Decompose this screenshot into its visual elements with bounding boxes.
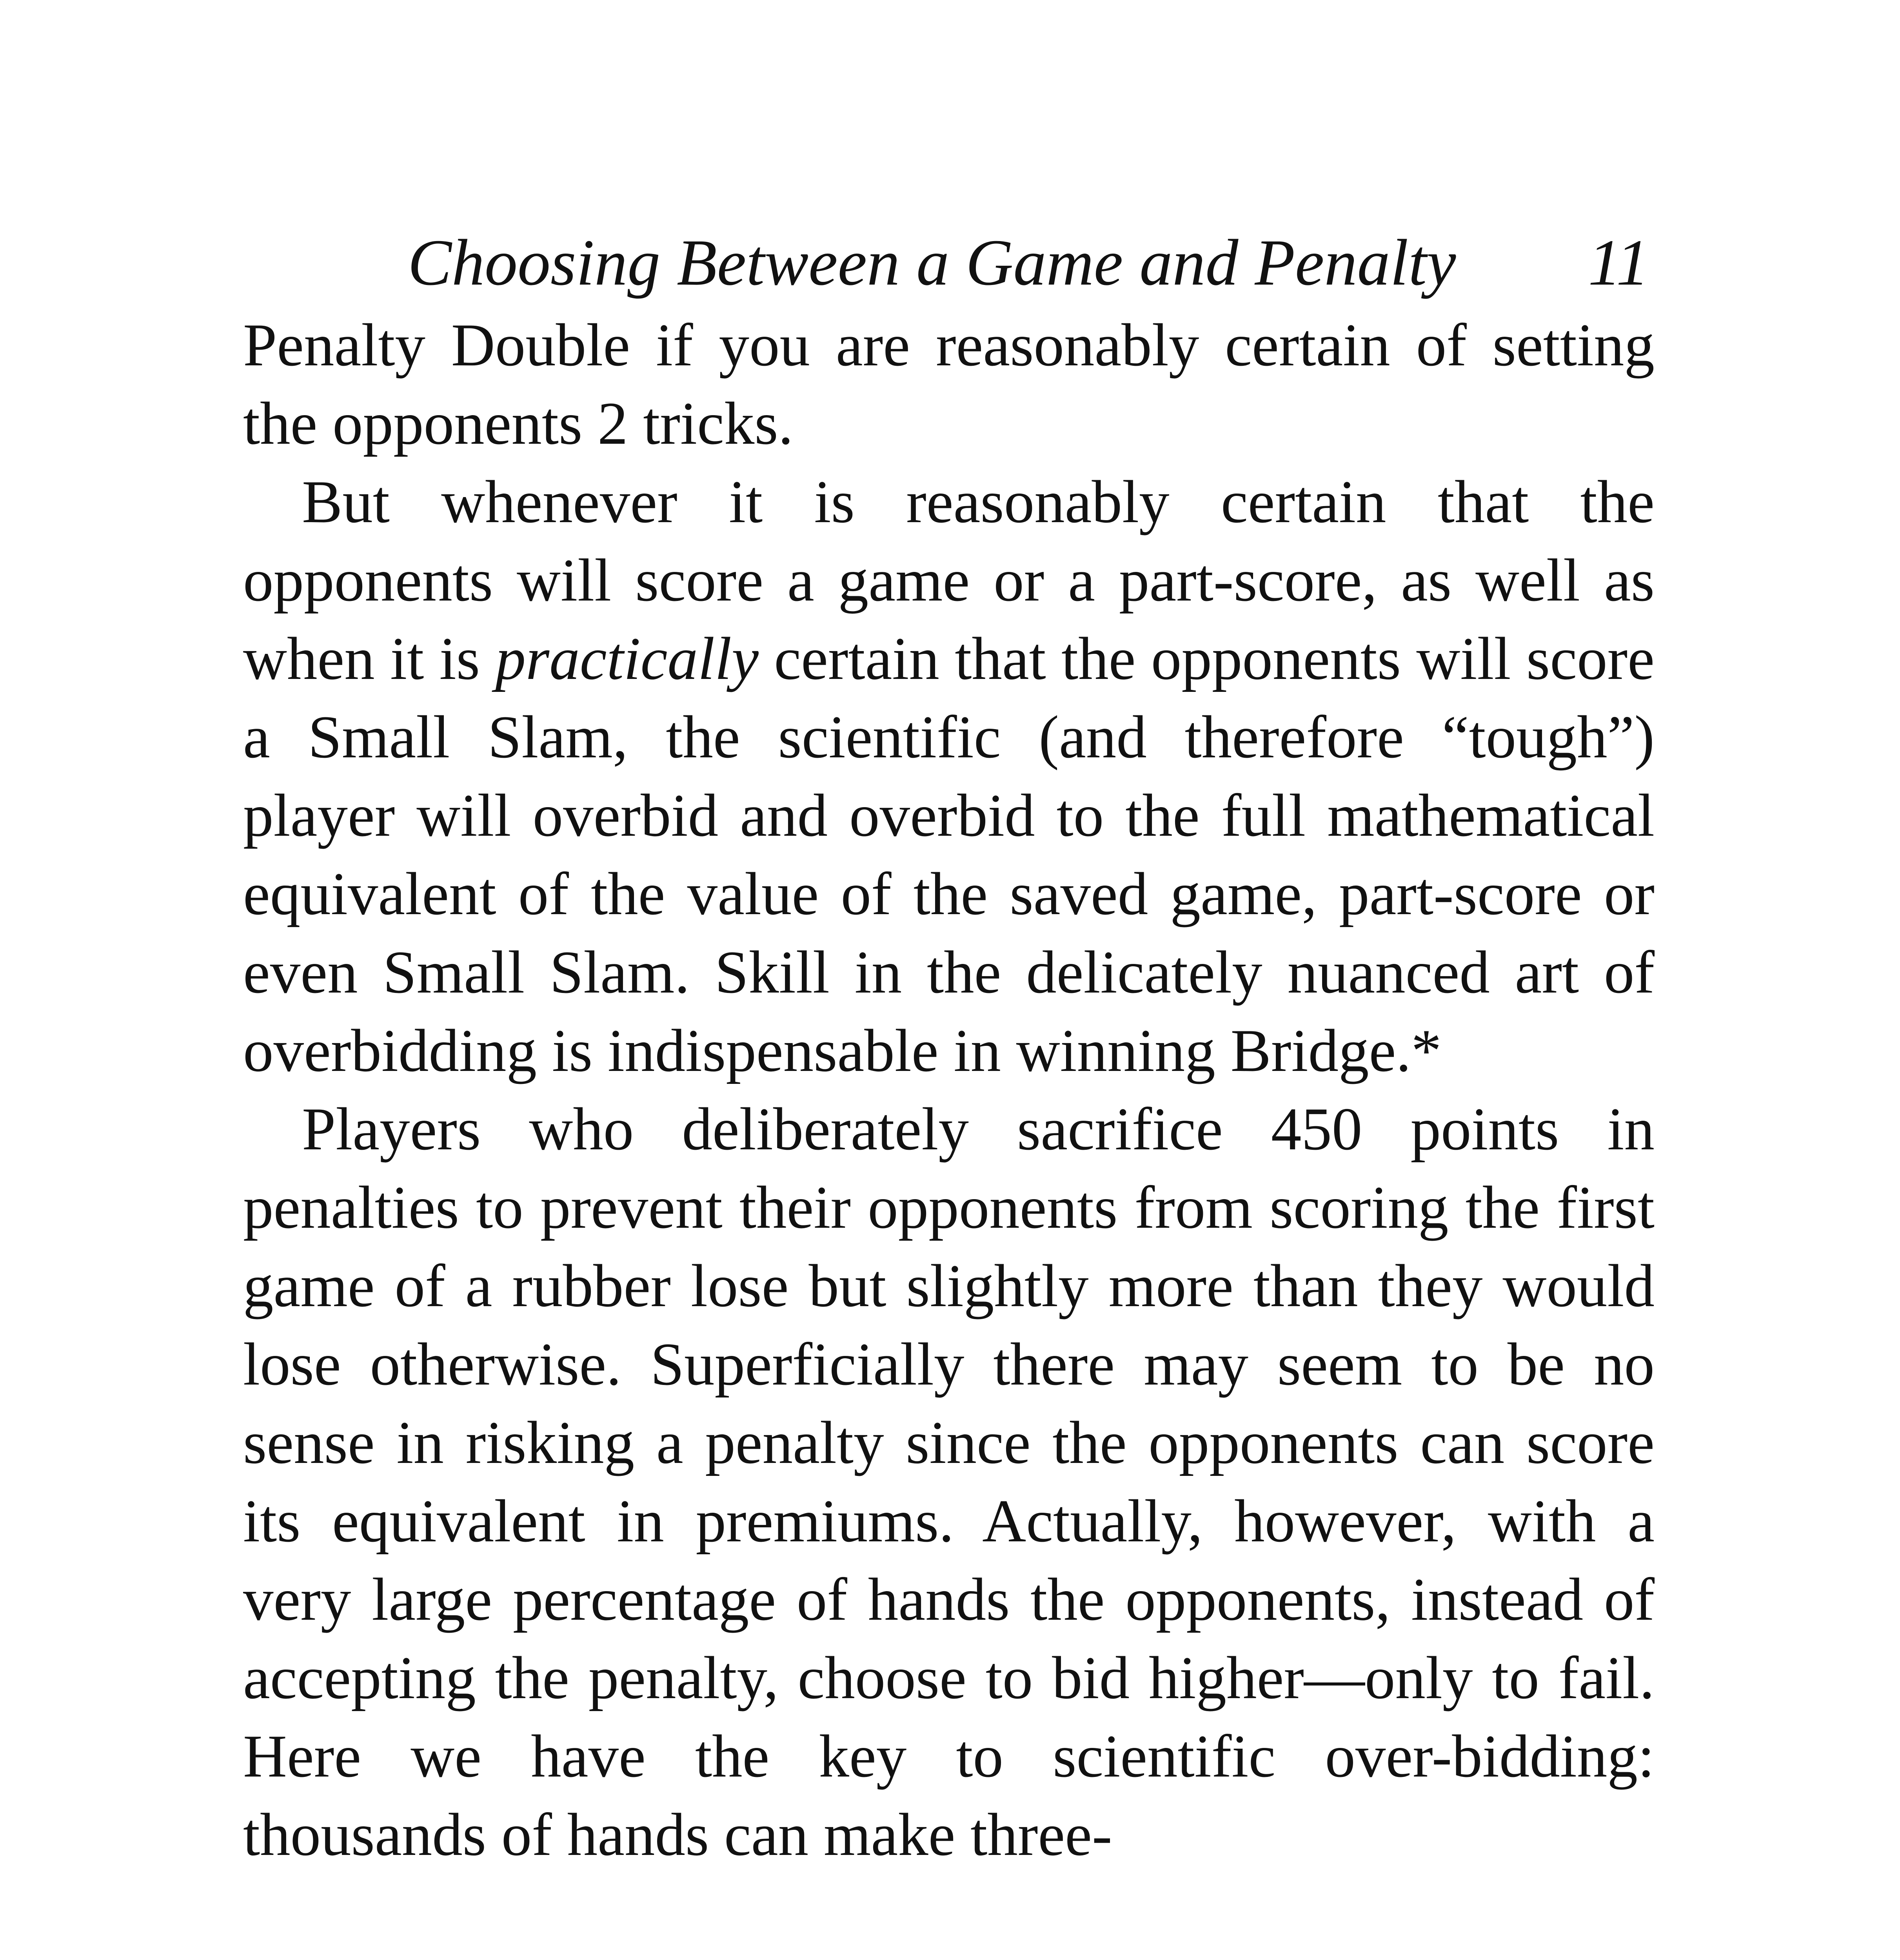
body-text <box>243 306 1655 1874</box>
paragraph-2 <box>243 463 1655 1090</box>
paragraph-1: Penalty Double if you are reasonably certain of setting the opponents 2 tricks. <box>243 311 1655 457</box>
paragraph-3: Players who deliberately sacrifice 450 points in penalties to prevent their opponents from scoring the first game of a rubber lose but slightly more than they would lose otherwise. Superficially there may seem to be no sense in risking a penalty since the opponents can score its equivalent in premiums. Actually, however, with a very large percentage of hands the opponents, instead of accepting the penalty, choose to bid higher—only to fail. Here we have the key to scientific over-bidding: thousands of hands can make three- <box>243 1095 1655 1868</box>
page-number: 11 <box>1588 226 1649 299</box>
running-head <box>239 220 1649 306</box>
paragraph-2-text-a: But whenever it is reasonably certain that the opponents will score a game or a part-score, as well as when it is <box>243 468 1655 692</box>
running-title: Choosing Between a Game and Penalty <box>408 226 1456 299</box>
emphasis-practically: practically <box>495 625 759 692</box>
paragraph-2-text-b: certain that the opponents will score a Small Slam, the scientific (and therefore “tough”) player will overbid and overbid to the full mathematical equivalent of the value of the saved game, part-score or even Small Slam. Skill in the delicately nuanced art of overbidding is indispensable in winning Bridge.* <box>243 625 1655 1084</box>
